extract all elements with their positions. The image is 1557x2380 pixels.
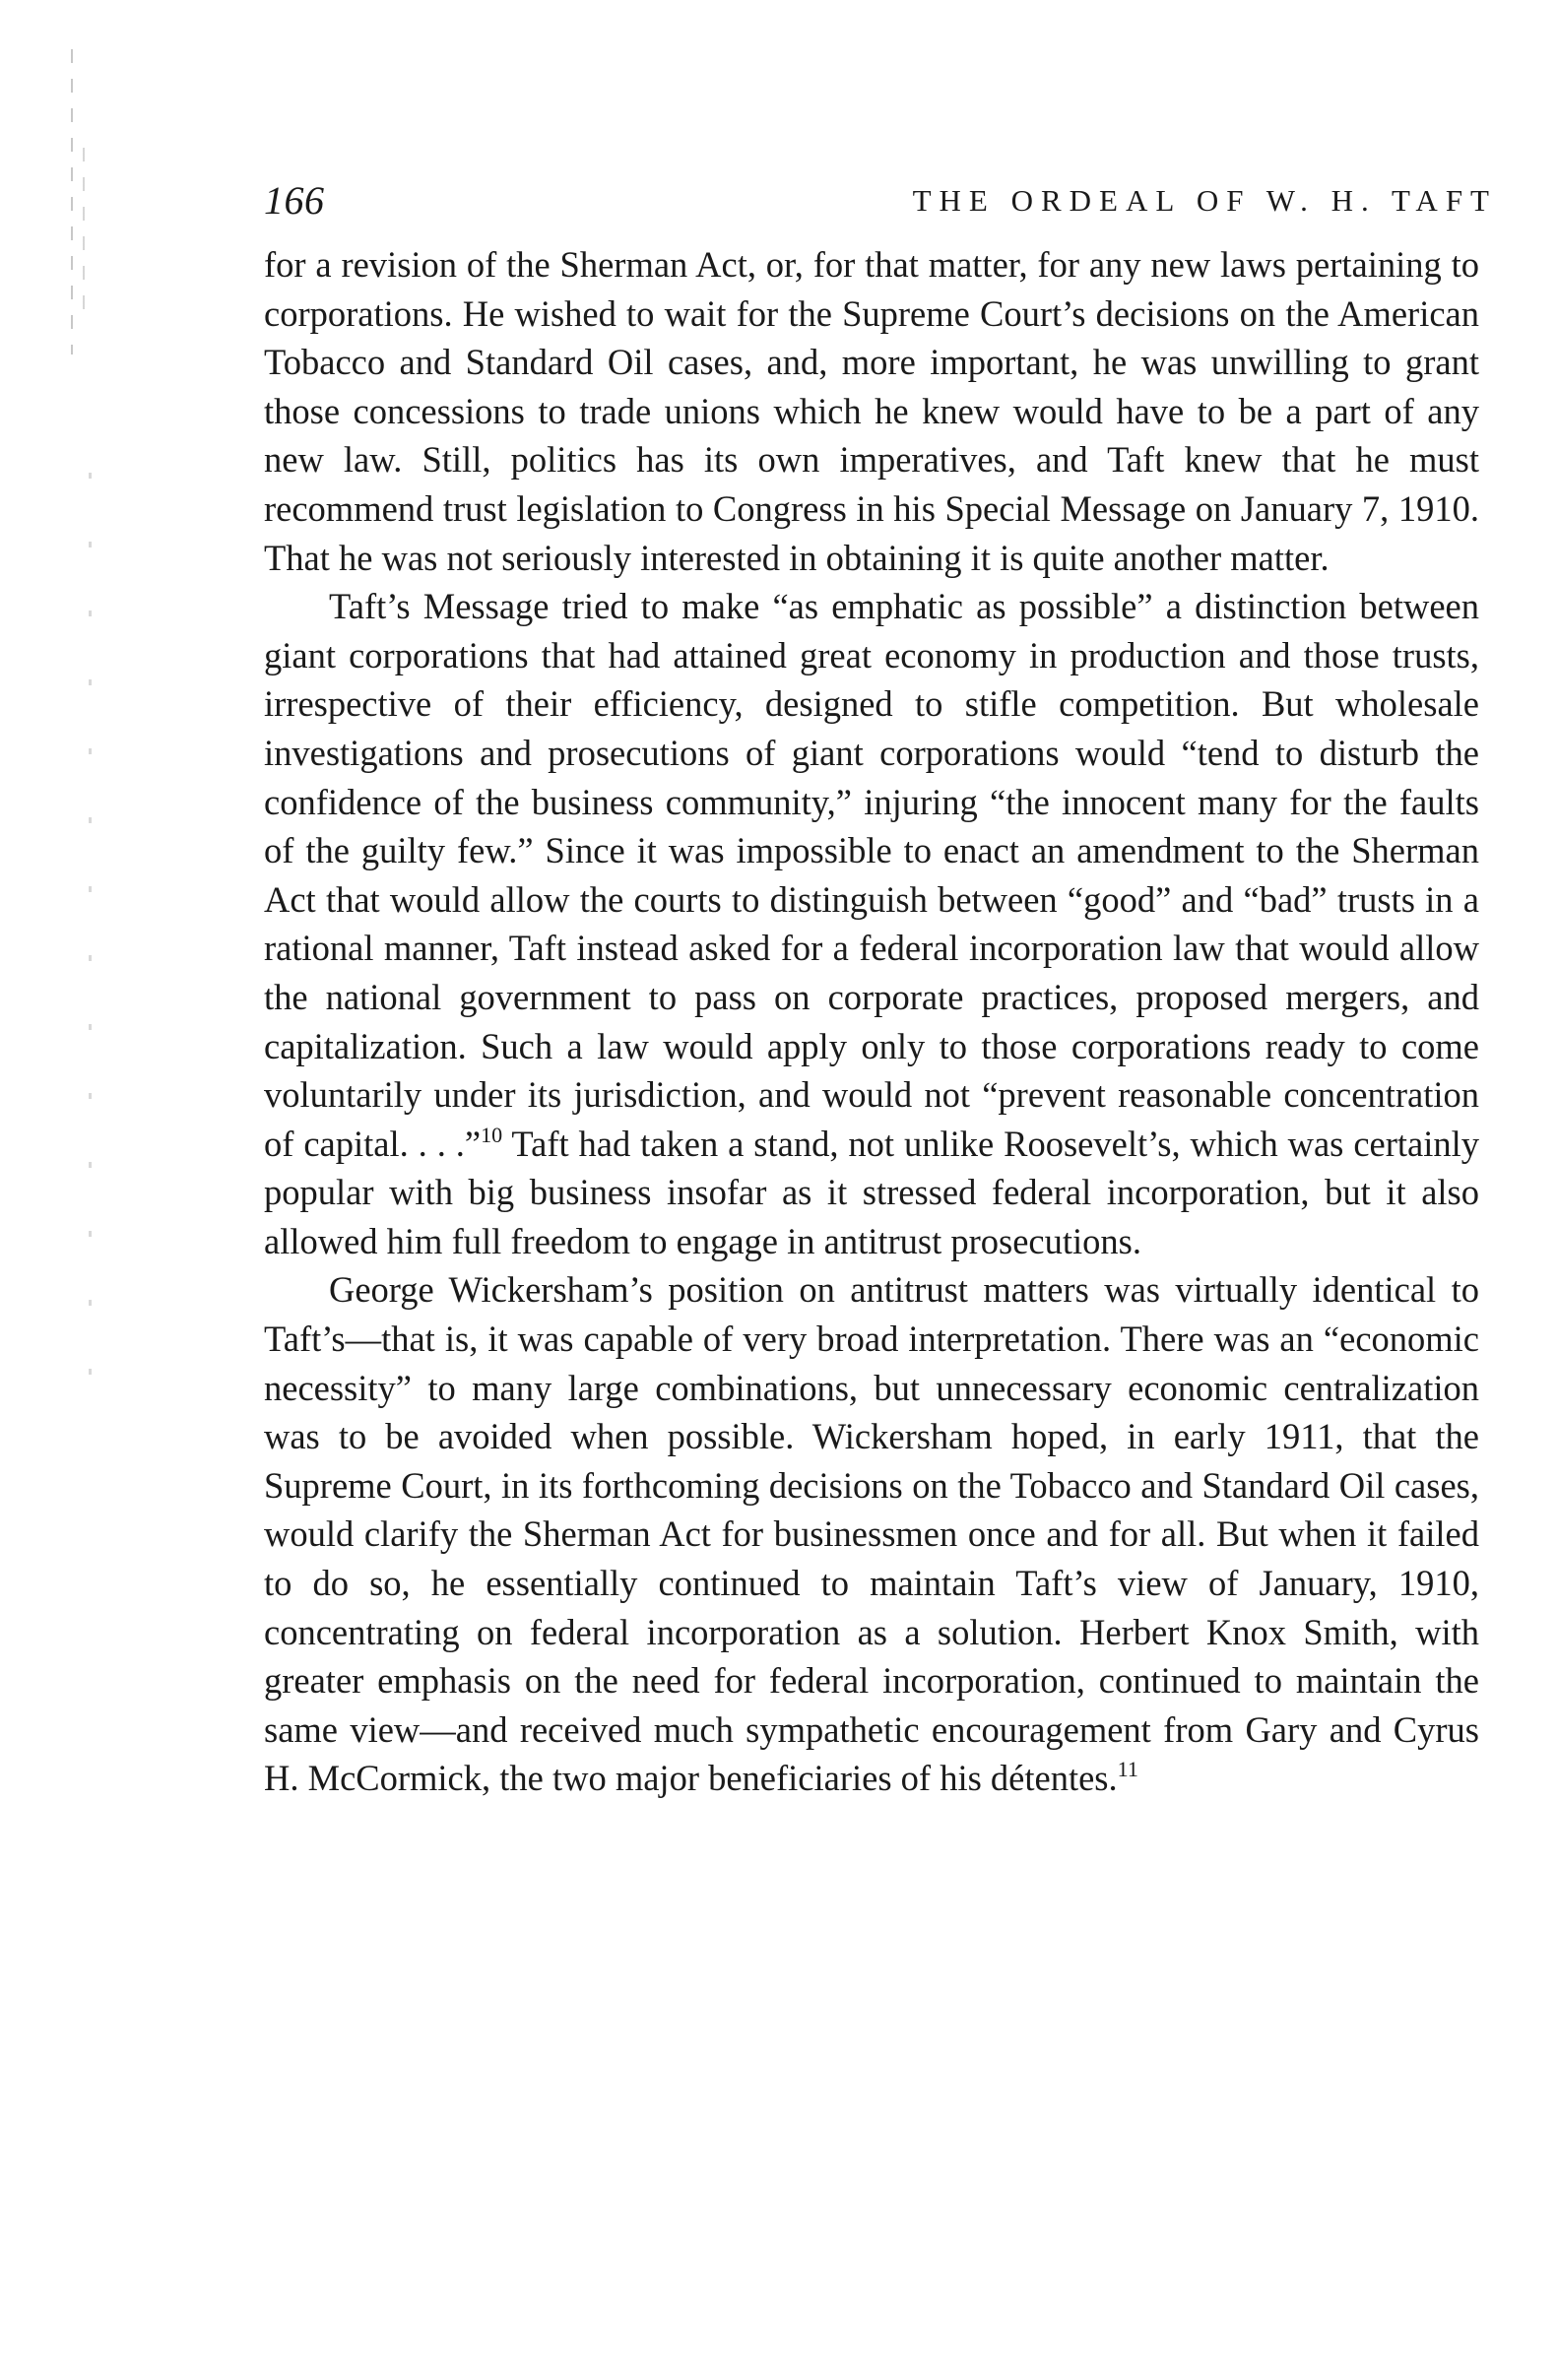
paragraph-text: Taft had taken a stand, not unlike Roosevelt’s, which was certainly popular with big business insofar as it stressed federal incorporation, but it also allowed him full freedom to engage in antitrust prosecutions.: [264, 1123, 1479, 1261]
page-header: [264, 173, 1497, 228]
footnote-reference[interactable]: 11: [1117, 1757, 1138, 1782]
paragraph: [264, 240, 1479, 582]
paragraph-text: for a revision of the Sherman Act, or, for that matter, for any new laws pertaining to corporations. He wished to wait for the Supreme Court’s decisions on the American Tobacco and Standard Oil cases, and, more important, he was unwilling to grant those concessions to trade unions which he knew would have to be a part of any new law. Still, politics has its own imperatives, and Taft knew that he must recommend trust legislation to Congress in his Special Message on January 7, 1910. That he was not seriously interested in obtaining it is quite another matter.: [264, 244, 1479, 578]
running-title: THE ORDEAL OF W. H. TAFT: [912, 183, 1497, 218]
paragraph-text: George Wickersham’s position on antitrust matters was virtually identical to Taft’s—that is, it was capable of very broad interpretation. There was an “economic necessity” to many large combinations, but unnecessary economic centralization was to be avoided when possible. Wickersham hoped, in early 1911, that the Supreme Court, in its forthcoming decisions on the Tobacco and Standard Oil cases, would clarify the Sherman Act for businessmen once and for all. But when it failed to do so, he essentially continued to maintain Taft’s view of January, 1910, concentrating on federal incorporation as a solution. Herbert Knox Smith, with greater emphasis on the need for federal incorporation, continued to maintain the same view—and received much sympathetic encouragement from Gary and Cyrus H. McCormick, the two major beneficiaries of his détentes.: [264, 1269, 1479, 1799]
scan-artifact: [89, 473, 92, 1418]
scan-artifact: [83, 148, 85, 325]
paragraph: [264, 582, 1479, 1265]
paragraph: [264, 1265, 1479, 1803]
body-text: [264, 240, 1479, 1803]
paragraph-text: Taft’s Message tried to make “as emphatic as possible” a distinction between giant corporations that had attained great economy in production and those trusts, irrespective of their efficiency, designed to stifle competition. But wholesale investigations and prosecutions of giant corporations would “tend to disturb the confidence of the business community,” injuring “the innocent many for the faults of the guilty few.” Since it was impossible to enact an amendment to the Sherman Act that would allow the courts to distinguish between “good” and “bad” trusts in a rational manner, Taft instead asked for a federal incorporation law that would allow the national government to pass on corporate practices, proposed mergers, and capitalization. Such a law would apply only to those corporations ready to come voluntarily under its jurisdiction, and would not “prevent reasonable concentration of capital. . . .”: [264, 586, 1479, 1164]
page-number: 166: [264, 178, 325, 223]
footnote-reference[interactable]: 10: [481, 1122, 503, 1147]
scan-artifact: [71, 49, 73, 354]
